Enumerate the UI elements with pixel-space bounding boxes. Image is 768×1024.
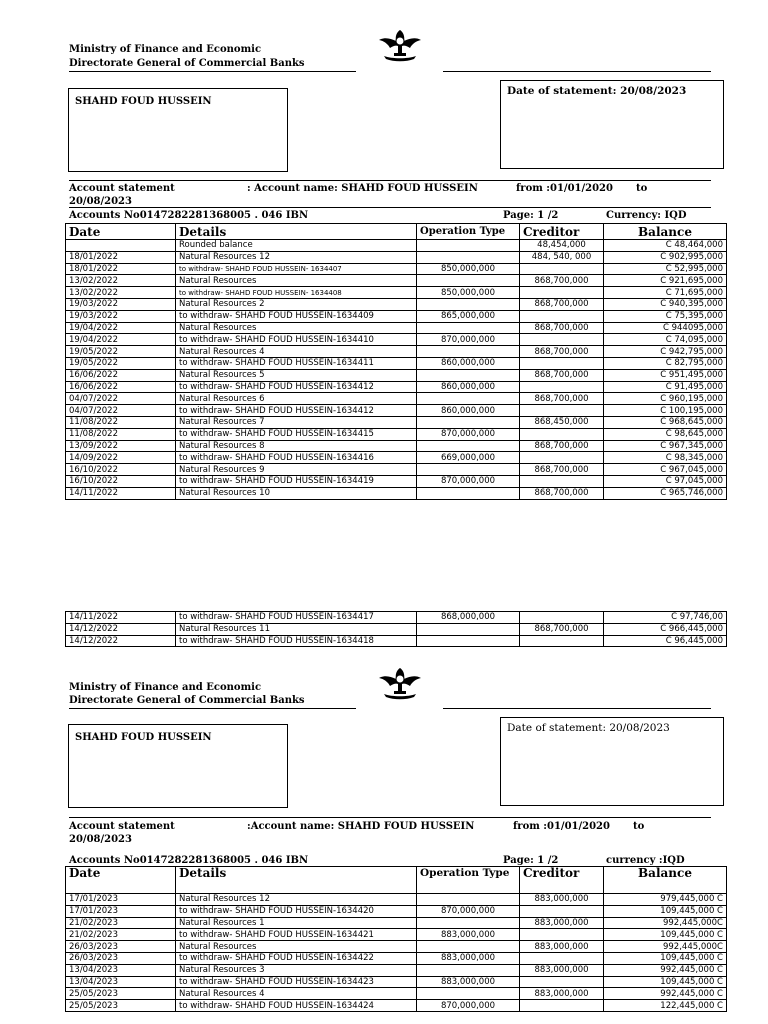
cell-details: Natural Resources 9 [176, 464, 417, 476]
cell-operation [417, 298, 520, 310]
customer-name-box [68, 88, 288, 172]
cell-date: 14/09/2022 [66, 452, 176, 464]
eagle-emblem-icon [376, 664, 424, 702]
cell-date: 26/03/2023 [66, 941, 176, 953]
cell-operation: 868,000,000 [417, 612, 520, 624]
cell-details: to withdraw- SHAHD FOUD HUSSEIN-1634421 [176, 929, 417, 941]
cell-creditor: 883,000,000 [520, 894, 604, 906]
date-to: 20/08/2023 [69, 196, 132, 207]
cell-operation [417, 251, 520, 263]
table-row [66, 251, 727, 263]
date-to-label: to [636, 183, 648, 194]
cell-balance: C 75,395,000 [604, 310, 727, 322]
table-row [66, 405, 727, 417]
cell-creditor [520, 976, 604, 988]
info-rule-3 [69, 817, 711, 818]
cell-balance: C 960,195,000 [604, 393, 727, 405]
statement-date: Date of statement: 20/08/2023 [507, 85, 687, 97]
date-to-label-2: to [633, 821, 645, 832]
table-row [66, 952, 727, 964]
cell-balance: 992,445,000 C [604, 964, 727, 976]
cell-balance: C 97,045,000 [604, 475, 727, 487]
cell-balance: C 48,464,000 [604, 240, 727, 252]
cell-operation: 870,000,000 [417, 1000, 520, 1012]
cell-details: to withdraw- SHAHD FOUD HUSSEIN- 1634408 [176, 287, 417, 299]
cell-creditor [520, 905, 604, 917]
table-row [66, 440, 727, 452]
statement-date-box-2 [500, 717, 724, 806]
cell-creditor: 868,700,000 [520, 393, 604, 405]
table-row [66, 263, 727, 275]
cell-details: Natural Resources [176, 322, 417, 334]
cell-operation: 850,000,000 [417, 263, 520, 275]
table-row [66, 298, 727, 310]
cell-balance: C 921,695,000 [604, 275, 727, 287]
cell-details: to withdraw- SHAHD FOUD HUSSEIN-1634410 [176, 334, 417, 346]
accounts-number-2: Accounts No0147282281368005 . 046 IBN [69, 855, 309, 866]
cell-creditor [520, 929, 604, 941]
statement-table-page2 [65, 866, 727, 1012]
cell-creditor: 868,700,000 [520, 440, 604, 452]
table-row [66, 612, 727, 624]
cell-date: 19/04/2022 [66, 334, 176, 346]
cell-date: 13/09/2022 [66, 440, 176, 452]
cell-details: to withdraw- SHAHD FOUD HUSSEIN-1634415 [176, 428, 417, 440]
account-name: : Account name: SHAHD FOUD HUSSEIN [247, 183, 478, 194]
col-creditor: Creditor [520, 224, 604, 240]
cell-date: 21/02/2023 [66, 929, 176, 941]
cell-details: to withdraw- SHAHD FOUD HUSSEIN-1634417 [176, 612, 417, 624]
currency-2: currency :IQD [606, 855, 685, 866]
currency: Currency: IQD [606, 210, 687, 221]
cell-date: 19/05/2022 [66, 357, 176, 369]
cell-details: to withdraw- SHAHD FOUD HUSSEIN-1634423 [176, 976, 417, 988]
cell-creditor [520, 1000, 604, 1012]
cell-balance: C 951,495,000 [604, 369, 727, 381]
table-row [66, 464, 727, 476]
cell-date: 19/03/2022 [66, 298, 176, 310]
cell-details: to withdraw- SHAHD FOUD HUSSEIN-1634412 [176, 405, 417, 417]
cell-balance: C 965,746,000 [604, 487, 727, 499]
cell-details: to withdraw- SHAHD FOUD HUSSEIN-1634422 [176, 952, 417, 964]
table-row [66, 393, 727, 405]
col-date-2: Date [66, 867, 176, 894]
cell-creditor [520, 334, 604, 346]
cell-details: Rounded balance [176, 240, 417, 252]
cell-details: Natural Resources 4 [176, 346, 417, 358]
cell-balance: C 940,395,000 [604, 298, 727, 310]
cell-operation [417, 487, 520, 499]
table-row [66, 334, 727, 346]
cell-details: Natural Resources 7 [176, 416, 417, 428]
info-rule-2 [69, 207, 711, 208]
cell-date: 25/05/2023 [66, 988, 176, 1000]
cell-operation: 850,000,000 [417, 287, 520, 299]
cell-balance: C 91,495,000 [604, 381, 727, 393]
cell-date: 04/07/2022 [66, 393, 176, 405]
cell-date: 21/02/2023 [66, 917, 176, 929]
cell-date: 11/08/2022 [66, 416, 176, 428]
cell-operation: 883,000,000 [417, 976, 520, 988]
cell-balance: C 966,445,000 [604, 623, 727, 635]
cell-details: Natural Resources [176, 275, 417, 287]
table-row [66, 976, 727, 988]
cell-date: 16/06/2022 [66, 369, 176, 381]
date-from-2: from :01/01/2020 [513, 821, 610, 832]
cell-operation [417, 240, 520, 252]
cell-details: Natural Resources 1 [176, 917, 417, 929]
cell-creditor: 868,700,000 [520, 487, 604, 499]
cell-operation [417, 964, 520, 976]
cell-balance: C 82,795,000 [604, 357, 727, 369]
cell-details: to withdraw- SHAHD FOUD HUSSEIN-1634409 [176, 310, 417, 322]
cell-date: 26/03/2023 [66, 952, 176, 964]
table-row [66, 322, 727, 334]
cell-balance: C 97,746,00 [604, 612, 727, 624]
cell-date: 19/05/2022 [66, 346, 176, 358]
cell-operation: 870,000,000 [417, 905, 520, 917]
cell-date: 17/01/2023 [66, 894, 176, 906]
date-from: from :01/01/2020 [516, 183, 613, 194]
cell-balance: C 98,645,000 [604, 428, 727, 440]
table-row [66, 369, 727, 381]
cell-balance: C 52,995,000 [604, 263, 727, 275]
cell-details: to withdraw- SHAHD FOUD HUSSEIN-1634416 [176, 452, 417, 464]
col-operation-type-2: Operation Type [417, 867, 520, 894]
col-details: Details [176, 224, 417, 240]
cell-balance: 122,445,000 C [604, 1000, 727, 1012]
ministry-title: Ministry of Finance and Economic [69, 44, 262, 55]
cell-balance: 979,445,000 C [604, 894, 727, 906]
cell-date: 11/08/2022 [66, 428, 176, 440]
col-creditor-2: Creditor [520, 867, 604, 894]
cell-date: 04/07/2022 [66, 405, 176, 417]
table-row [66, 929, 727, 941]
table-row [66, 475, 727, 487]
cell-operation: 883,000,000 [417, 952, 520, 964]
cell-balance: 992,445,000 C [604, 988, 727, 1000]
cell-date: 18/01/2022 [66, 251, 176, 263]
cell-operation [417, 275, 520, 287]
col-details-2: Details [176, 867, 417, 894]
cell-creditor: 868,700,000 [520, 346, 604, 358]
cell-balance: C 71,695,000 [604, 287, 727, 299]
cell-creditor [520, 952, 604, 964]
cell-operation: 870,000,000 [417, 428, 520, 440]
cell-balance: 109,445,000 C [604, 905, 727, 917]
statement-table-page1-continued [65, 611, 727, 647]
table-row [66, 287, 727, 299]
customer-name-box-2 [68, 724, 288, 808]
col-balance: Balance [604, 224, 727, 240]
cell-creditor [520, 357, 604, 369]
header-rule-left [69, 71, 356, 72]
cell-date: 14/11/2022 [66, 612, 176, 624]
cell-creditor: 484, 540, 000 [520, 251, 604, 263]
table-row [66, 487, 727, 499]
cell-creditor: 868,700,000 [520, 623, 604, 635]
cell-date: 17/01/2023 [66, 905, 176, 917]
cell-creditor: 868,700,000 [520, 322, 604, 334]
cell-details: to withdraw- SHAHD FOUD HUSSEIN-1634412 [176, 381, 417, 393]
cell-date: 14/12/2022 [66, 635, 176, 647]
cell-operation [417, 322, 520, 334]
date-to-2: 20/08/2023 [69, 834, 132, 845]
header-rule-right [443, 71, 711, 72]
directorate-title-2: Directorate General of Commercial Banks [69, 695, 305, 706]
cell-creditor: 868,700,000 [520, 369, 604, 381]
cell-operation [417, 464, 520, 476]
cell-details: to withdraw- SHAHD FOUD HUSSEIN- 1634407 [176, 263, 417, 275]
cell-creditor: 868,700,000 [520, 298, 604, 310]
accounts-number: Accounts No0147282281368005 . 046 IBN [69, 210, 309, 221]
cell-creditor [520, 405, 604, 417]
cell-operation [417, 941, 520, 953]
page-number: Page: 1 /2 [503, 210, 559, 221]
cell-operation [417, 416, 520, 428]
cell-creditor: 48,454,000 [520, 240, 604, 252]
cell-creditor [520, 612, 604, 624]
cell-operation [417, 346, 520, 358]
cell-creditor [520, 428, 604, 440]
ministry-title-2: Ministry of Finance and Economic [69, 682, 262, 693]
cell-operation [417, 369, 520, 381]
cell-balance: C 968,645,000 [604, 416, 727, 428]
cell-creditor [520, 635, 604, 647]
cell-details: Natural Resources 12 [176, 894, 417, 906]
table-row [66, 428, 727, 440]
cell-operation [417, 623, 520, 635]
cell-balance: C 944095,000 [604, 322, 727, 334]
cell-date: 13/04/2023 [66, 976, 176, 988]
cell-date: 25/05/2023 [66, 1000, 176, 1012]
table-row [66, 240, 727, 252]
table-row [66, 905, 727, 917]
cell-details: Natural Resources 11 [176, 623, 417, 635]
table-row [66, 310, 727, 322]
cell-creditor: 868,450,000 [520, 416, 604, 428]
cell-details: to withdraw- SHAHD FOUD HUSSEIN-1634424 [176, 1000, 417, 1012]
cell-details: Natural Resources 10 [176, 487, 417, 499]
cell-creditor: 868,700,000 [520, 464, 604, 476]
cell-date: 13/02/2022 [66, 275, 176, 287]
cell-date: 16/10/2022 [66, 475, 176, 487]
cell-details: Natural Resources 2 [176, 298, 417, 310]
customer-name: SHAHD FOUD HUSSEIN [75, 96, 212, 107]
cell-date: 16/10/2022 [66, 464, 176, 476]
header-rule-right-2 [443, 708, 711, 709]
eagle-emblem-icon [376, 26, 424, 64]
cell-balance: C 967,345,000 [604, 440, 727, 452]
cell-balance: C 98,345,000 [604, 452, 727, 464]
cell-details: to withdraw- SHAHD FOUD HUSSEIN-1634411 [176, 357, 417, 369]
col-date: Date [66, 224, 176, 240]
cell-details: Natural Resources [176, 941, 417, 953]
cell-details: Natural Resources 8 [176, 440, 417, 452]
cell-date: 19/04/2022 [66, 322, 176, 334]
cell-balance: 992,445,000C [604, 917, 727, 929]
cell-operation [417, 988, 520, 1000]
cell-details: to withdraw- SHAHD FOUD HUSSEIN-1634418 [176, 635, 417, 647]
table-row [66, 416, 727, 428]
cell-operation: 865,000,000 [417, 310, 520, 322]
cell-operation [417, 393, 520, 405]
cell-date: 18/01/2022 [66, 263, 176, 275]
table-row [66, 357, 727, 369]
table-header-row [66, 224, 727, 240]
table-row [66, 1000, 727, 1012]
table-row [66, 381, 727, 393]
table-row [66, 964, 727, 976]
cell-details: Natural Resources 4 [176, 988, 417, 1000]
cell-date: 19/03/2022 [66, 310, 176, 322]
cell-date: 16/06/2022 [66, 381, 176, 393]
statement-date-box [500, 80, 724, 169]
cell-creditor [520, 452, 604, 464]
col-balance-2: Balance [604, 867, 727, 894]
cell-creditor [520, 263, 604, 275]
account-name-2: :Account name: SHAHD FOUD HUSSEIN [247, 821, 475, 832]
cell-details: Natural Resources 12 [176, 251, 417, 263]
cell-balance: C 902,995,000 [604, 251, 727, 263]
cell-balance: C 96,445,000 [604, 635, 727, 647]
cell-operation [417, 917, 520, 929]
directorate-title: Directorate General of Commercial Banks [69, 58, 305, 69]
cell-creditor [520, 310, 604, 322]
header-rule-left-2 [69, 708, 356, 709]
cell-operation [417, 894, 520, 906]
cell-balance: 109,445,000 C [604, 952, 727, 964]
cell-balance: C 74,095,000 [604, 334, 727, 346]
cell-balance: C 967,045,000 [604, 464, 727, 476]
cell-details: to withdraw- SHAHD FOUD HUSSEIN-1634420 [176, 905, 417, 917]
table-row [66, 941, 727, 953]
statement-table-page1 [65, 223, 727, 500]
col-operation-type: Operation Type [417, 224, 520, 240]
cell-operation: 860,000,000 [417, 357, 520, 369]
cell-details: Natural Resources 3 [176, 964, 417, 976]
cell-operation [417, 635, 520, 647]
table-row [66, 917, 727, 929]
info-rule-1 [69, 180, 711, 181]
cell-creditor: 883,000,000 [520, 988, 604, 1000]
table-row [66, 275, 727, 287]
account-statement-label-2: Account statement [69, 821, 175, 832]
cell-operation: 860,000,000 [417, 405, 520, 417]
cell-date: 13/02/2022 [66, 287, 176, 299]
table-row [66, 635, 727, 647]
cell-operation: 870,000,000 [417, 334, 520, 346]
cell-operation: 870,000,000 [417, 475, 520, 487]
cell-creditor: 868,700,000 [520, 275, 604, 287]
table-row [66, 894, 727, 906]
cell-creditor: 883,000,000 [520, 917, 604, 929]
customer-name-2: SHAHD FOUD HUSSEIN [75, 732, 212, 743]
cell-creditor: 883,000,000 [520, 964, 604, 976]
cell-operation: 860,000,000 [417, 381, 520, 393]
cell-creditor [520, 287, 604, 299]
statement-date-2: Date of statement: 20/08/2023 [507, 722, 670, 734]
cell-details: to withdraw- SHAHD FOUD HUSSEIN-1634419 [176, 475, 417, 487]
account-statement-label: Account statement [69, 183, 175, 194]
cell-date [66, 240, 176, 252]
cell-balance: 109,445,000 C [604, 929, 727, 941]
table-row [66, 346, 727, 358]
page-number-2: Page: 1 /2 [503, 855, 559, 866]
cell-balance: 109,445,000 C [604, 976, 727, 988]
cell-creditor [520, 475, 604, 487]
cell-date: 14/11/2022 [66, 487, 176, 499]
cell-date: 14/12/2022 [66, 623, 176, 635]
cell-balance: C 942,795,000 [604, 346, 727, 358]
cell-details: Natural Resources 6 [176, 393, 417, 405]
cell-creditor: 883,000,000 [520, 941, 604, 953]
cell-balance: 992,445,000C [604, 941, 727, 953]
cell-details: Natural Resources 5 [176, 369, 417, 381]
table-row [66, 623, 727, 635]
cell-operation: 883,000,000 [417, 929, 520, 941]
table-row [66, 452, 727, 464]
cell-balance: C 100,195,000 [604, 405, 727, 417]
cell-date: 13/04/2023 [66, 964, 176, 976]
cell-creditor [520, 381, 604, 393]
table-header-row-2 [66, 867, 727, 894]
cell-operation: 669,000,000 [417, 452, 520, 464]
cell-operation [417, 440, 520, 452]
table-row [66, 988, 727, 1000]
